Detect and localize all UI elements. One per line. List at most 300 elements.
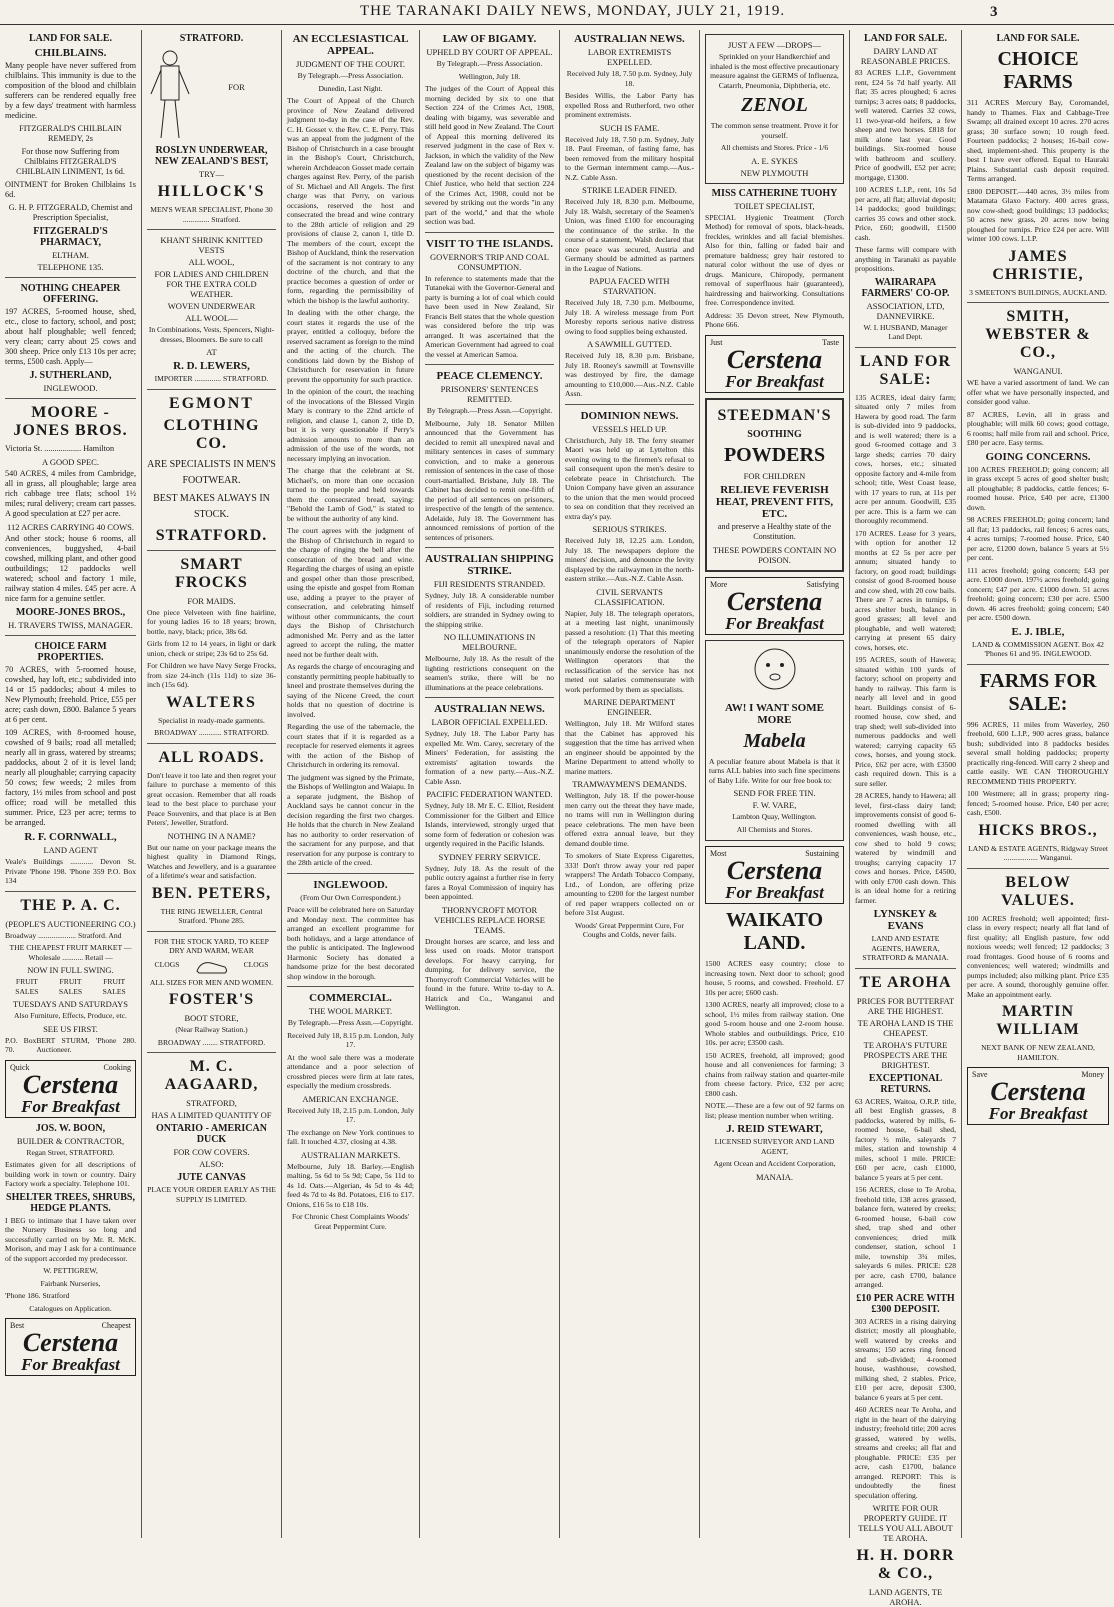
bigamy-dateline: Wellington, July 18. bbox=[458, 71, 521, 81]
vessels-body: Christchurch, July 18. The ferry steamer Maori was held up at Lyttelton this evening owing to the firemen's refusal to sail consequent upon the men's desire to celebrate peace in Christchurch. The Union Company have given an assurance to the union that the men would proceed to sea on condition that they received an extra day's pay. bbox=[565, 435, 694, 521]
fitzgerald-remedy: FITZGERALD'S CHILBLAIN REMEDY, 2s bbox=[19, 124, 122, 143]
cerstena-5-breakfast: For Breakfast bbox=[725, 883, 824, 902]
see-us-first: SEE US FIRST. bbox=[43, 1023, 98, 1034]
lots-list: 111 acres freehold; going concern; £43 per acre. £1000 down. 197½ acres freehold; going concern; £47 per acre. £1000 down. 51 acres freehold; going concern; £30 per acre. £500 down. 46 acres freehold; going concern; £40 per acre. £500 down. bbox=[967, 565, 1109, 622]
walters-name: WALTERS bbox=[166, 693, 257, 711]
judgment-sub: JUDGMENT OF THE COURT. bbox=[295, 59, 406, 69]
victoria-st-line: Victoria St. .................. Hamilton bbox=[5, 444, 115, 453]
mabela-body: A peculiar feature about Mabela is that it turns ALL babies into such fine specimens of Baby Life. Write for our free book to: bbox=[709, 756, 840, 785]
serious-strikes: SERIOUS STRIKES. bbox=[592, 524, 667, 534]
inglewood-heading: INGLEWOOD. bbox=[313, 878, 388, 891]
ad-150: 150 ACRES, freehold, all improved; good house and all conveniences for farming; 3 chains from railway station and quarter-mile from cheese factory. Price, £32 per acre; £800 cash. bbox=[705, 1050, 844, 1098]
american-exchange: AMERICAN EXCHANGE. bbox=[302, 1093, 399, 1104]
te-aroha-heading: TE AROHA bbox=[859, 973, 952, 991]
cerstena-6-right: Money bbox=[1081, 1070, 1104, 1079]
vessels-held: VESSELS HELD UP. bbox=[592, 423, 667, 434]
one-piece-line: One piece Velveteen with fine hairline, for young ladies 16 to 18 years; brown, bottle, navy, black; price, 38s 6d. bbox=[147, 607, 276, 636]
phone-186: 'Phone 186. Stratford bbox=[5, 1291, 70, 1300]
mabela-1: AW! I WANT SOME MORE bbox=[725, 701, 824, 726]
pharmacy-name: FITZGERALD'S PHARMACY, bbox=[33, 226, 108, 248]
aagaard-sub: STRATFORD, bbox=[186, 1098, 237, 1108]
cerstena-ad-5 bbox=[705, 846, 844, 904]
steedman-7: THESE POWDERS CONTAIN NO POISON. bbox=[712, 544, 837, 565]
hillocks-heading: HILLOCK'S bbox=[157, 183, 266, 200]
girls-line: Girls from 12 to 14 years, in light or dark union, check or stripe; 23s 6d to 25s 6d. bbox=[147, 639, 276, 658]
furniture-line: Also Furniture, Effects, Produce, etc. bbox=[14, 1011, 127, 1020]
cerstena-3-breakfast: For Breakfast bbox=[725, 371, 824, 391]
bigamy-sub: UPHELD BY COURT OF APPEAL. bbox=[426, 47, 553, 57]
khant-vests: KHANT SHRINK KNITTED VESTS bbox=[160, 235, 263, 255]
limited-quantity: HAS A LIMITED QUANTITY OF bbox=[151, 1110, 272, 1120]
cerstena-1-right: Cooking bbox=[103, 1062, 131, 1072]
fruit-sales-3: FRUIT SALES bbox=[102, 977, 126, 996]
sawmill-body: Received July 18, 8.30 p.m. Brisbane, July 18. Rooney's sawmill at Townsville was destroyed by fire, the damage amounting to £10,000.—Aus.-N.Z. Cable Assn. bbox=[565, 351, 694, 398]
ring-jeweller: THE RING JEWELLER, Central Stratford. 'Phone 285. bbox=[160, 906, 263, 925]
visit-heading: VISIT TO THE ISLANDS. bbox=[426, 237, 553, 250]
prices-butter: PRICES FOR BUTTERFAT ARE THE HIGHEST. bbox=[856, 995, 955, 1016]
fairbank-line: Fairbank Nurseries, bbox=[40, 1278, 101, 1288]
ad-70-acres: 70 ACRES, with 5-roomed house, cowshed, hay loft, etc.; subdivided into 14 or 15 paddocks; about 4 miles to New Plymouth; freehold. Price, £55 per acre; cash down, £800. Balance 5 years at 6 per cent. bbox=[5, 665, 136, 724]
jute-canvas: JUTE CANVAS bbox=[177, 1172, 246, 1183]
broadway-2: BROADWAY ............ STRATFORD. bbox=[154, 728, 269, 737]
labor-ext-body: Besides Willis, the Labor Party has expelled Ross and Rutherford, two other prominent extremists. bbox=[565, 91, 694, 119]
american-date: Received July 18, 2.15 p.m. London, July 17. bbox=[287, 1105, 414, 1124]
good-spec-line: A GOOD SPEC. bbox=[42, 457, 99, 467]
ladies-children: FOR LADIES AND CHILDREN FOR THE EXTRA COLD WEATHER. bbox=[154, 269, 269, 299]
steedman-4: FOR CHILDREN bbox=[743, 470, 806, 481]
prisoners-sub: PRISONERS' SENTENCES REMITTED. bbox=[440, 384, 539, 404]
pettigrew-name: W. PETTIGREW, bbox=[43, 1266, 98, 1275]
christie-sub: 3 SMEETON'S BUILDINGS, AUCKLAND. bbox=[969, 287, 1107, 297]
nothing-in-name: NOTHING IN A NAME? bbox=[167, 830, 256, 841]
stewart-name: J. REID STEWART, bbox=[726, 1123, 823, 1135]
stratford-big: STRATFORD. bbox=[155, 526, 268, 544]
land-for-sale-heading: LAND FOR SALE. bbox=[28, 33, 113, 44]
aus-shipping: AUSTRALIAN SHIPPING STRIKE. bbox=[425, 553, 554, 577]
stock-yard-line: FOR THE STOCK YARD, TO KEEP DRY AND WARM, WEAR bbox=[154, 936, 269, 955]
land-for-sale-big: LAND FOR SALE: bbox=[859, 352, 952, 388]
write-guide: WRITE FOR OUR PROPERTY GUIDE. IT TELLS YOU ALL ABOUT TE AROHA. bbox=[858, 1503, 953, 1543]
col6-land-heading: LAND FOR SALE. bbox=[863, 33, 948, 44]
masthead-title: THE TARANAKI DAILY NEWS, MONDAY, JULY 21, 1919. bbox=[360, 3, 786, 19]
fosters-name: FOSTER'S bbox=[168, 991, 255, 1008]
importer-line: IMPORTER .............. STRATFORD. bbox=[154, 374, 269, 383]
cornwall-name: R. F. CORNWALL, bbox=[24, 831, 117, 843]
wool-body: At the wool sale there was a moderate attendance and a poor selection of crossbred pieces were firm at late rates, especially the medium crossbreds. bbox=[287, 1052, 414, 1090]
steedman-2: SOOTHING bbox=[747, 428, 802, 440]
col7-land-heading: LAND FOR SALE. bbox=[996, 33, 1080, 44]
ible-name: E. J. IBLE, bbox=[1011, 625, 1065, 638]
no-illuminations: NO ILLUMINATIONS IN MELBOURNE. bbox=[443, 632, 536, 652]
eccl-body-8: The judgment was signed by the Primate, the Bishops of Wellington and Waiapu. In a separate judgment, the Bishop of Auckland says he cannot concur in the decision regarding the first two charges. He holds that the church in New Zealand has no authority to order reservation of the sacrament for any purpose, and that reservation for any purpose is contrary to the 28th article of the creed. bbox=[287, 772, 414, 867]
children-line: For Children we have Navy Serge Frocks, from size 24-inch (11s 11d) to size 36-inch (15s 6d). bbox=[147, 661, 276, 689]
clemency-byline: By Telegraph.—Press Assn.—Copyright. bbox=[426, 406, 553, 415]
clogs-label-2: CLOGS bbox=[243, 960, 269, 970]
zenol-body: Sprinkled on your Handkerchief and inhaled is the most effective precautionary measure against the GERMS of Influenza, Catarrh, Pneumonia, Diphtheria, etc. bbox=[709, 52, 840, 90]
civil-body: Napier, July 18. The telegraph operators, at a meeting last night, unanimously passed a resolution: (1) That this meeting of the telegraph operators of Napier unanimously endorse the resolution of the Wellington operators that the reclassification of the service has not meted out salaries commensurate with work performed by them as specialists. bbox=[565, 608, 694, 694]
at-line: AT bbox=[206, 347, 217, 357]
fruit-sales-row bbox=[5, 977, 136, 996]
ben-peters: BEN. PETERS, bbox=[151, 884, 272, 902]
cerstena-2-right: Cheapest bbox=[101, 1321, 131, 1330]
mabela-ad bbox=[705, 640, 844, 842]
cerstena-1-left: Quick bbox=[10, 1062, 30, 1072]
boon-sub: BUILDER & CONTRACTOR, bbox=[16, 1135, 125, 1146]
fitzgerald-liniment: For those now Suffering from Chilblains FITZGERALD'S CHILBLAIN LINIMENT, 1s 6d. bbox=[16, 147, 125, 176]
zenol-price: All chemists and Stores. Price - 1/6 bbox=[720, 143, 829, 152]
smart-frocks: SMART FROCKS bbox=[175, 555, 248, 591]
hicks-bros: HICKS BROS., bbox=[978, 821, 1098, 839]
column-6 bbox=[850, 30, 962, 1607]
column-3 bbox=[282, 30, 420, 1538]
po-box-70: P.O. Box 70. bbox=[5, 1035, 37, 1054]
woven-sub: ALL WOOL— bbox=[185, 313, 238, 323]
regan-street: Regan Street, STRATFORD. bbox=[26, 1147, 115, 1157]
ad-311: 311 ACRES Mercury Bay, Coromandel, handy to Thames. Flax and Cabbage-Tree Swamp; all drained except 10 acres. 270 acres grass; 30 surface sown; 10 rough feed. Fourteen paddocks; 2 houses; 16-bail cow-shed, implement-shed. This property is the best I have ever offered. Equal to Hauraki Plains. Substantial cash deposit required. Terms arranged. bbox=[967, 98, 1109, 183]
ad-540-acres: 540 ACRES, 4 miles from Cambridge, all in grass, all ploughable; large area rich cabbage tree flats; school 1½ miles; rural delivery; cream cart passes. A good speculation at £27 per acre. bbox=[5, 469, 136, 518]
ad-800-deposit: £800 DEPOSIT.—440 acres, 3½ miles from Matamata Glaxo Factory. 400 acres grass, now cow-shed; good buildings; 13 paddocks; 50 acres new grass, 20 acres now being ploughed for turnips. Price £24 per acre. Will winter 100 cows. L.I.P. bbox=[967, 186, 1109, 243]
mabela-chem: All Chemists and Stores. bbox=[736, 824, 813, 834]
cerstena-2-breakfast: For Breakfast bbox=[21, 1355, 120, 1374]
combinations-line: In Combinations, Vests, Spencers, Night-dresses, Bloomers. Be sure to call bbox=[148, 325, 275, 344]
baby-face-illustration bbox=[745, 644, 805, 694]
eccl-body-7: Regarding the use of the tabernacle, the court states that if it is regarded as a receptacle for reserved elements it agrees with the action of the Bishop of Christchurch in ordering its removal. bbox=[287, 722, 414, 769]
sturm-row bbox=[5, 1036, 136, 1055]
column-5 bbox=[560, 30, 700, 1538]
fruit-sales-1: FRUIT SALES bbox=[15, 977, 39, 996]
manaia-line: MANAIA. bbox=[755, 1171, 794, 1182]
compare-line: These farms will compare with anything in Taranaki as payable propositions. bbox=[855, 245, 956, 273]
boon-name: JOS. W. BOON, bbox=[35, 1122, 106, 1134]
all-sizes-line: ALL SIZES FOR MEN AND WOMEN. bbox=[149, 977, 274, 987]
commercial-heading: COMMERCIAL. bbox=[309, 992, 392, 1004]
pac-heading: THE P. A. C. bbox=[20, 896, 121, 914]
ad-195: 195 ACRES, south of Hawera; situated within 100 yards of factory; school on property and handy to railway. This farm is nearly all level and in good heart. Buildings consist of 6-roomed house, cow shed, and trap shed; well sub-divided into numerous paddocks and well watered; carrying capacity 65 cows, horses, and young stock. Price, £62 per acre, with £3500 cash required down. This is a sure seller. bbox=[855, 655, 956, 788]
strike-leader: STRIKE LEADER FINED. bbox=[582, 185, 677, 195]
page-number: 3 bbox=[990, 4, 999, 20]
ad-100-westmere: 100 Westmere; all in grass; property ring-fenced; 5-roomed house. Price, £40 per acre; cash, £500. bbox=[967, 789, 1109, 817]
wanganui-line: WANGANUI. bbox=[1013, 366, 1063, 376]
all-roads-heading: ALL ROADS. bbox=[158, 748, 265, 766]
te-aroha-prospects: TE AROHA'S FUTURE PROSPECTS ARE THE BRIGHTEST. bbox=[863, 1039, 948, 1070]
peters-body: Don't leave it too late and then regret your failure to purchase a memento of this great occasion. Remember that all roads lead to the best place to purchase your Peace Souvenirs, and that place is at Ben Peters', Jeweller, Stratford. bbox=[147, 770, 276, 827]
ten-per-acre: £10 PER ACRE WITH £300 DEPOSIT. bbox=[856, 1292, 955, 1315]
cerstena-4-breakfast: For Breakfast bbox=[725, 613, 824, 633]
exceptional-returns: EXCEPTIONAL RETURNS. bbox=[868, 1072, 943, 1095]
ad-170: 170 ACRES. Lease for 3 years, with option for another 12 months at £2 5s per acre per annum; situated handy to factory, on good road; buildings consist of good 8-roomed house and cow shed, with 20 cow bails. There are 7 acres in turnips, 6 acres shelter bush, balance in good grasses; all level and ploughable, and well watered; carrying at present 65 dairy cows, horses, etc. bbox=[855, 528, 956, 652]
tuohy-title: MISS CATHERINE TUOHY bbox=[711, 187, 838, 199]
tuohy-address: Address: 35 Devon street, New Plymouth, Phone 666. bbox=[705, 310, 844, 329]
steedman-6: and preserve a Healthy state of the Constitution. bbox=[717, 521, 832, 541]
eccl-byline: By Telegraph.—Press Association. bbox=[297, 71, 404, 80]
nothing-cheaper-heading: NOTHING CHEAPER OFFERING. bbox=[20, 283, 121, 305]
woven-underwear: WOVEN UNDERWEAR bbox=[167, 301, 256, 311]
mabela-2: Mabela bbox=[743, 729, 806, 752]
cerstena-3-left: Just bbox=[710, 337, 723, 347]
fiji-body: Sydney, July 18. A considerable number of residents of Fiji, including returned soldiers, are stranded in Sydney owing to the shipping strike. bbox=[425, 591, 554, 629]
marine-body: Wellington, July 18. Mr Wilford states that the Cabinet has approved his suggestion that the time has arrived when an engineer should be appointed by the Marine Department to attend wholly to marine matters. bbox=[565, 719, 694, 776]
ad-100-lip: 100 ACRES L.I.P., rent, 10s 5d per acre, all flat; alluvial deposit; 14 paddocks; good buildings; carries 35 cows and other stock. Price, £60; goodwill, £1500 cash. bbox=[855, 185, 956, 242]
cerstena-1-name: Cerstena bbox=[22, 1069, 119, 1099]
martin-william: MARTIN WILLIAM bbox=[996, 1003, 1080, 1038]
labor-body: Sydney, July 18. The Labor Party has expelled Mr. Wm. Carey, secretary of the Miners' Federation, for assisting the extremists' agitation towards the formation of a new party.—Aus.-N.Z. Cable Assn. bbox=[425, 729, 554, 786]
cerstena-ad-4 bbox=[705, 577, 844, 635]
farms-for-sale: FARMS FOR SALE: bbox=[979, 669, 1097, 715]
wool-market: THE WOOL MARKET. bbox=[308, 1006, 393, 1016]
shelter-trees: SHELTER TREES, SHRUBS, HEDGE PLANTS. bbox=[6, 1191, 135, 1214]
sydney-ferry: SYDNEY FERRY SERVICE. bbox=[438, 851, 541, 862]
lynskey-name: LYNSKEY & EVANS bbox=[873, 908, 938, 932]
column-1 bbox=[0, 30, 142, 1538]
ad-112-heading: 112 ACRES CARRYING 40 COWS. bbox=[7, 522, 134, 532]
manager-line: H. TRAVERS TWISS, MANAGER. bbox=[8, 620, 133, 630]
ad-83: 83 ACRES L.I.P., Government rent, £24 5s 7d half yearly. All flat; 35 acres ploughed; 6 acres turnips; 3 acres oats; 8 paddocks, well watered. Carries 32 cows, 11 two-year-old heifers, a few sheep and two horses. £818 for milk alone last year. Good buildings. Six-roomed house with bathroom and scullery. Price of goodwill, £52 per acre; mortgage, £1300. bbox=[855, 68, 956, 182]
stewart-sub: LICENSED SURVEYOR AND LAND AGENT, bbox=[714, 1137, 835, 1156]
thornycroft-heading: THORNYCROFT MOTOR VEHICLES REPLACE HORSE TEAMS. bbox=[434, 904, 545, 935]
tuohy-body: SPECIAL Hygienic Treatment (Torch Method) for removal of spots, black-heads, freckles, wrinkles and all facial blemishes. Also for thin, falling or faded hair and premature baldness; grey hair restored to natural color without the use of dyes or drugs. Manicure, Chiropody, permanent removal of superfluous hair (guaranteed), hairdressing and hairworking. Consultations free. Correspondence invited. bbox=[705, 212, 844, 307]
ad-197-acres: 197 ACRES, 5-roomed house, shed, etc., close to factory, school, and post; about half ploughable; well fenced; very clean; carry about 25 cows and 300 sheep. Price only £13 10s per acre; terms, £500 cash. Apply— bbox=[5, 307, 136, 366]
egmont-line-1: EGMONT bbox=[169, 394, 254, 412]
ecclesiastical-heading: AN ECCLESIASTICAL APPEAL. bbox=[292, 33, 409, 57]
ad-135: 135 ACRES, ideal dairy farm; situated only 7 miles from Hawera by good road. The farm is sub-divided into 9 paddocks, and is well watered; there is a good 6-roomed cottage and 3 large sheds; carries 70 dairy cows, horses, etc.; situated opposite factory and 4-mile from school; title, West Coast lease, with 17 years to run, at 11s per acre per annum. Goodwill, £35 per acre. This is a farm we can thoroughly recommend. bbox=[855, 392, 956, 525]
smokers-note: To smokers of State Express Cigarettes, 333! Don't throw away your red paper wrappers! The Ardath Tobacco Company, Ltd., of London, are offering prize amounting to £200 for the largest number of red paper wrappers collected on or before 31st August. bbox=[565, 851, 694, 917]
chilblains-body: Many people have never suffered from chilblains. This immunity is due to the composition of the blood and chilblain sufferers can be rendered equally free by a few days' treatment with harmless medicine. bbox=[5, 61, 136, 120]
going-concerns: GOING CONCERNS. bbox=[985, 450, 1091, 463]
eltham-line: ELTHAM. bbox=[52, 250, 89, 260]
cornwall-sub: LAND AGENT bbox=[43, 845, 98, 855]
ontario-duck: ONTARIO - AMERICAN DUCK bbox=[156, 1123, 267, 1145]
hicks-sub: LAND & ESTATE AGENTS, Ridgway Street .................. Wanganui. bbox=[968, 843, 1108, 862]
ad-112-body: And other stock; house 6 rooms, all conveniences, buggyshed, 4-bail cowshed, milking plant, and other good outbuildings; 12 paddocks well watered; school and factory 1 mile, railway station 4 miles. £45 per acre. A nice farm for a genuine settler. bbox=[5, 534, 136, 603]
column-7 bbox=[962, 30, 1114, 1538]
cerstena-2-name: Cerstena bbox=[22, 1328, 119, 1357]
peace-clemency: PEACE CLEMENCY. bbox=[436, 370, 543, 382]
chilblains-heading: CHILBLAINS. bbox=[34, 47, 107, 59]
serious-body: Received July 18, 12.25 a.m. London, July 18. The newspapers deplore the miners' decision, and denounce the levity displayed by the railwaymen in the north-eastern strike.—Aus.-N.Z. Cable Assn. bbox=[565, 536, 694, 583]
hillocks-sub: MEN'S WEAR SPECIALIST, Phone 30 .............. Stratford. bbox=[150, 205, 273, 224]
for-maids: FOR MAIDS. bbox=[187, 595, 236, 606]
fruit-sales-2: FRUIT SALES bbox=[58, 977, 83, 996]
aus-news-heading-2: AUSTRALIAN NEWS. bbox=[574, 33, 685, 45]
roslyn-line: ROSLYN UNDERWEAR, NEW ZEALAND'S BEST, bbox=[154, 145, 269, 167]
eccl-body-6: As regards the charge of encouraging and constantly permitting people habitually to kneel and prostrate themselves during the saying of the Nicene Creed, the court holds that no question of doctrine is involved. bbox=[287, 662, 414, 719]
clog-icon bbox=[195, 959, 229, 975]
ointment-line: OINTMENT for Broken Chilblains 1s 6d. bbox=[5, 180, 136, 199]
dorr-sub: LAND AGENTS, TE AROHA. bbox=[868, 1587, 943, 1607]
below-values: BELOW VALUES. bbox=[1001, 873, 1075, 909]
eccl-dateline: Dunedin, Last Night. bbox=[318, 83, 383, 93]
zenol-mid: The common sense treatment. Prove it for yourself. bbox=[710, 121, 839, 140]
zenol-top: JUST A FEW —DROPS— bbox=[728, 40, 821, 50]
broadway-line: Broadway .................... Stratford. And bbox=[5, 930, 122, 940]
ad-87: 87 ACRES, Levin, all in grass and ploughable; will milk 60 cows; good cottage, 6 rooms; half mile from rail and school. Price, £80 per acre. Easy terms. bbox=[967, 409, 1109, 447]
ad-303: 303 ACRES in a rising dairying district; mostly all ploughable, well watered by creeks and streams; 150 acres ring fenced and sub-divided; 4-roomed house, washhouse, cowshed, milking shed, 2 stables. Price, £10 per acre, deposit £300, balance 6 years at 5 per cent. bbox=[855, 1316, 956, 1402]
cerstena-4-right: Satisfying bbox=[806, 579, 839, 589]
stratford-heading: STRATFORD. bbox=[179, 33, 244, 44]
cerstena-ad-6 bbox=[967, 1067, 1109, 1125]
te-aroha-land: TE AROHA LAND IS THE CHEAPEST. bbox=[857, 1017, 954, 1038]
civil-servants: CIVIL SERVANTS CLASSIFICATION. bbox=[594, 586, 665, 607]
papua-heading: PAPUA FACED WITH STARVATION. bbox=[589, 276, 670, 296]
specialists-line: ARE SPECIALISTS IN MEN'S FOOTWEAR. bbox=[147, 458, 276, 486]
also-line: ALSO: bbox=[199, 1159, 224, 1169]
dorr-name: H. H. DORR & CO., bbox=[856, 1547, 955, 1582]
ad-109-acres: 109 ACRES, with 8-roomed house, cowshed of 9 bails; road all metalled; nearly all in grass, watered by streams; paddocks, about 2 of it is level land; nearly all ploughable; carrying capacity 50 cows; few weeds; 2 miles from factory, 1½ miles from school and post office; road will be metalled this summer. Price, £23 per acre; terms to be arranged. bbox=[5, 728, 136, 827]
strike-body: Received July 18, 8.30 p.m. Melbourne, July 18. Walsh, secretary of the Seamen's Union, was fined £100 for encouraging the continuance of the strike. In the course of a statement, Walsh declared that once peace was secured, Austria and Germany should be admitted as partners in the League of Nations. bbox=[565, 197, 694, 273]
eccl-body-4: The charge that the celebrant at St. Michael's, on more than one occasion turned to the people and held towards them the consecrated bread, saying: "Behold the Lamb of God," is stated to be without the authority of any kind. bbox=[287, 466, 414, 523]
tuesdays-saturdays: TUESDAYS AND SATURDAYS bbox=[12, 999, 129, 1009]
cerstena-6-left: Save bbox=[972, 1070, 988, 1079]
place-order: PLACE YOUR ORDER EARLY AS THE SUPPLY IS LIMITED. bbox=[147, 1185, 276, 1204]
moore-jones-ltd: MOORE-JONES BROS., bbox=[15, 607, 126, 618]
ad-100-freehold: 100 ACRES FREEHOLD; going concern; all in grass except 5 acres of good shelter bush; all ploughable; 8 paddocks, cattle fences; 6-roomed house. Price, £40 per acre, £1300 down. bbox=[967, 464, 1109, 512]
stewart-sub-2: Agent Ocean and Accident Corporation, bbox=[713, 1159, 836, 1168]
wairarapa-sub: ASSOCIATION, LTD, DANNEVIRKE. bbox=[866, 300, 945, 321]
waikato-heading: WAIKATO LAND. bbox=[725, 909, 824, 954]
wool-date: Received July 18, 8.15 p.m. London, July 17. bbox=[287, 1030, 414, 1049]
christie-name: JAMES CHRISTIE, bbox=[992, 247, 1084, 283]
egmont-line-2: CLOTHING CO. bbox=[163, 416, 260, 452]
such-fame: SUCH IS FAME. bbox=[599, 122, 660, 133]
sykes-name: A. E. SYKES bbox=[751, 155, 798, 166]
ad-1500: 1500 ACRES easy country; close to increasing town. Next door to school; good house, 5 rooms, and cowshed. Freehold. £7 10s per acre; £600 cash. bbox=[705, 959, 844, 997]
man-in-underwear-illustration bbox=[147, 46, 193, 142]
tramway-body: Wellington, July 18. If the power-house men carry out the threat they have made, no trams will run in Wellington during peace celebrations. The men have been offered extra annual leave, but they demand double time. bbox=[565, 791, 694, 848]
all-wool: ALL WOOL, bbox=[188, 257, 235, 267]
cerstena-1-breakfast: For Breakfast bbox=[21, 1096, 120, 1116]
woods-cure: Woods' Great Peppermint Cure, For Coughs and Colds, never fails. bbox=[575, 920, 684, 939]
estimates-line: Estimates given for all descriptions of building work in town or country. Dairy Factory work a specialty. Telephone 101. bbox=[5, 1160, 136, 1188]
cerstena-6-name: Cerstena bbox=[990, 1077, 1086, 1106]
clogs-row bbox=[147, 959, 276, 975]
bert-sturm: BERT STURM, 'Phone 280. Auctioneer. bbox=[36, 1035, 136, 1054]
cerstena-3-right: Taste bbox=[822, 337, 839, 347]
broadway-3: BROADWAY ........ STRATFORD. bbox=[157, 1037, 266, 1047]
zenol-brand: ZENOL bbox=[741, 94, 808, 116]
ad-63: 63 ACRES, Waitoa, O.R.P. title, all best English grasses, 8 paddocks, watered by mills, 6-roomed house, 6-bail shed, factory ½ mile, saleyards 7 miles, station and township 4 miles, school 1 mile. PRICE: £60 per acre, cash £1000, balance 5 years at 5 per cent. bbox=[855, 1096, 956, 1182]
mabela-addr: Lambton Quay, Wellington. bbox=[732, 812, 817, 821]
sawmill-heading: A SAWMILL GUTTED. bbox=[587, 339, 672, 349]
chronic-chest: For Chronic Chest Complaints Woods' Great Peppermint Cure. bbox=[291, 1212, 410, 1231]
labor-ext-date: Received July 18, 7.50 p.m. Sydney, July 18. bbox=[566, 69, 693, 88]
waikato-note: NOTE.—These are a few out of 92 farms on list; please mention number when writing. bbox=[705, 1101, 844, 1120]
aagaard-name: M. C. AAGAARD, bbox=[164, 1058, 259, 1093]
papua-body: Received July 18, 7.30 p.m. Melbourne, July 18. A wireless message from Port Moresby reports serious native distress owing to food supplies being exhausted. bbox=[565, 298, 694, 336]
ible-sub: LAND & COMMISSION AGENT. Box 42 'Phones 61 and 95. INGLEWOOD. bbox=[972, 639, 1104, 658]
aus-news-heading: AUSTRALIAN NEWS. bbox=[434, 703, 545, 715]
eccl-body-2: In dealing with the other charge, the court states it regards the use of the prayer, entitled a colloquy, before the reserved sacrament as foreign to the mind and the acting of the church. The conditions laid down by the Bishop of Christchurch for reservation in future prevent the opportunity for such practice. bbox=[287, 308, 414, 384]
australian-markets: AUSTRALIAN MARKETS. bbox=[300, 1149, 401, 1160]
australian-markets-body: Melbourne, July 18. Barley.—English malting, 5s 6d to 5s 9d; Cape, 5s 11d to 4s 1d. Oats.—Algerian, 4s 5d to 4s 4d; feed 4s 7d to 4s 8d. Potatoes, £16 to £17. Onions, £16 5s to £18 10s. bbox=[287, 1161, 414, 1209]
choice-farms: CHOICE FARMS bbox=[997, 48, 1079, 93]
cerstena-5-left: Most bbox=[710, 849, 727, 858]
zenol-ad bbox=[705, 34, 844, 184]
for-line: FOR bbox=[228, 82, 245, 92]
husband-line: W. I. HUSBAND, Manager Land Dept. bbox=[863, 322, 948, 341]
cow-covers: FOR COW COVERS. bbox=[173, 1147, 250, 1157]
choice-farm-heading: CHOICE FARM PROPERTIES. bbox=[34, 641, 107, 663]
wool-byline: By Telegraph.—Press Assn.—Copyright. bbox=[287, 1018, 414, 1027]
dominion-news: DOMINION NEWS. bbox=[580, 409, 679, 422]
eccl-body-1: The Court of Appeal of the Church province of New Zealand delivered judgment to-day in the case of the Rev. C. H. Gosset v. the Rev. C. E. Perry. This was an appeal from the judgment of the Bishop of Christchurch in a case brought in the Bishop's Court, Christchurch, wherein Archdeacon Gosset made certain charges against Rev. Perry, of the parish of St. Michael and All Angels. The first charge was that Perry, on various occasions, reserved the host and consecrated the bread and wine contrary to the 28th article of religion and 29 provisions of clause 2, canon 1, title D. The members of the court, except the Bishop of Auckland, think the reservation of the sacrament is not contrary to any doctrine of the church, and that the practice becomes a question of order or form, regarding the permissibility of which the bishop is the lawful authority. bbox=[287, 96, 414, 305]
ad-28: 28 ACRES, handy to Hawera; all level, first-class dairy land; improvements consist of good 6-roomed dwelling with all conveniences, wash house, etc., cow shed to hold 9 cows; watered by windmill and troughs; carrying capacity 17 cows and horses. Price, £4500, with only £700 cash down. This is an ideal home for a retiring farmer. bbox=[855, 791, 956, 905]
cerstena-ad-2 bbox=[5, 1318, 136, 1376]
ad-1300: 1300 ACRES, nearly all improved; close to a school, 1½ miles from railway station. One good 5-room house and one 2-room house. Whole stables and outbuildings. Price, £10 10s. per acre; £3500 cash. bbox=[705, 1000, 844, 1047]
catalogues-line: Catalogues on Application. bbox=[29, 1303, 112, 1313]
lewers-name: R. D. LEWERS, bbox=[173, 360, 250, 372]
lynskey-sub: LAND AND ESTATE AGENTS, HAWERA, STRATFORD & MANAIA. bbox=[862, 934, 949, 962]
own-correspondent: (From Our Own Correspondent.) bbox=[300, 892, 401, 902]
walters-sub: Specialist in ready-made garments. bbox=[158, 715, 265, 725]
visit-body: In reference to statements made that the Tutanekai with the Governor-General and party is burning a lot of coal which could have been used in New Zealand, Sir Francis Bell states that the whole question was considered before the trip was arranged. It was ascertained that the American Government had agreed to coal the vessel at American Samoa. bbox=[425, 273, 554, 359]
cornwall-address: Veale's Buildings ............ Devon St. Private 'Phone 198. 'Phone 359 P.O. Box 134 bbox=[5, 857, 136, 885]
smith-webster: SMITH, WEBSTER & CO., bbox=[985, 308, 1091, 361]
column-2 bbox=[142, 30, 282, 1538]
best-makes-line: BEST MAKES ALWAYS IN STOCK. bbox=[153, 492, 270, 520]
cerstena-ad-1 bbox=[5, 1060, 136, 1118]
steedman-3: POWDERS bbox=[723, 443, 826, 466]
telephone-line: TELEPHONE 135. bbox=[37, 262, 104, 272]
fiji-sub: FIJI RESIDENTS STRANDED. bbox=[433, 579, 546, 589]
clemency-body: Melbourne, July 18. Senator Millen announced that the Government has decided to remit all unexpired naval and military sentences in cases of summary conviction, and to make a generous remission of sentences in the case of those court-martialled. Brisbane, July 18. The Cabinet has decided to remit one-fifth of the period of all sentences on prisoners, irrespective of the length of the sentence. Adelaide, July 18. The Government has announced remissions of portion of the sentences of prisoners. bbox=[425, 418, 554, 542]
tuohy-sub: TOILET SPECIALIST, bbox=[734, 200, 815, 211]
fame-body: Received July 18, 7.50 p.m. Sydney, July 18. Paul Freeman, of fasting fame, has been removed from the military hospital to the German internment camp.—Aus.-N.Z. Cable Assn. bbox=[565, 134, 694, 182]
try-line: TRY— bbox=[198, 169, 225, 179]
mabela-send: SEND FOR FREE TIN. bbox=[733, 788, 816, 798]
governor-trip: GOVERNOR'S TRIP AND COAL CONSUMPTION. bbox=[430, 251, 549, 272]
eccl-body-3: In the opinion of the court, the teaching of the invocations of the Blessed Virgin Mary is contrary to the 22nd article of religion, and clause 1, canon 2, title D, but it is very questionable if Perry's admission amounts to more than an admission of the use of the words, not necessary implying an invocation. bbox=[287, 387, 414, 463]
wairarapa: WAIRARAPA FARMERS' CO-OP. bbox=[861, 276, 950, 299]
pacific-federation: PACIFIC FEDERATION WANTED. bbox=[426, 789, 553, 799]
cerstena-5-right: Sustaining bbox=[805, 849, 839, 858]
thornycroft-body: Drought horses are scarce, and less and less used on roads. Motor transport develops. For heavy carrying, for dumping, for delivery service, the Thornycroft Commercial Vehicles will be found in the future. Write to-day to A. Hatrick and Co., Wanganui and Wellington. bbox=[425, 936, 554, 1012]
ad-156: 156 ACRES, close to Te Aroha, freehold title, 138 acres grassed, balance fern, watered by creeks; 6-roomed house, 6-bail cow shed, trap shed and other conveniences; dried milk condenser, station, school 1 mile, township 3¼ miles, saleyards 6 miles. PRICE: £28 per acre, cash £700, balance arranged. bbox=[855, 1185, 956, 1289]
chemist-line: G. H. P. FITZGERALD, Chemist and Prescription Specialist, bbox=[8, 203, 133, 222]
bigamy-byline: By Telegraph.—Press Association. bbox=[436, 59, 543, 68]
pac-sub: (PEOPLE'S AUCTIONEERING CO.) bbox=[5, 918, 136, 929]
labor-extremists: LABOR EXTREMISTS EXPELLED. bbox=[587, 47, 672, 67]
bigamy-body: The judges of the Court of Appeal this morning decided by six to one that Section 224 of the Crimes Act, 1908, dealing with bigamy, was severable and still held good in New Zealand. The Court of Appeal this morning delivered its reserved judgment in the case of Rex v. Jackson, in which the validity of the New Zealand law on the subject of bigamy was questioned by the recent decision of the Chief Justice, who held that section 224 of the Crimes Act, 1908, could not be severed by striking out the words "in any part of the world," and that the whole section was bad. bbox=[425, 84, 554, 226]
cheapest-market: THE CHEAPEST FRUIT MARKET — Wholesale ........... Retail — bbox=[9, 943, 132, 962]
tramway-heading: TRAMWAYMEN'S DEMANDS. bbox=[572, 779, 687, 789]
pacific-body: Sydney, July 18. Mr E. C. Elliot, Resident Commissioner for the Gilbert and Ellice Islands, interviewed, strongly urged that some form of federation or cohesion was urgently required in the Pacific Islands. bbox=[425, 801, 554, 848]
clogs-label-1: CLOGS bbox=[154, 960, 180, 970]
cerstena-3-name: Cerstena bbox=[726, 344, 823, 374]
masthead bbox=[0, 0, 1114, 25]
marine-heading: MARINE DEPARTMENT ENGINEER. bbox=[583, 697, 676, 717]
below-body: 100 ACRES freehold; well appointed; first-class in every respect; nearly all flat land of first quality; all English pasture, few odd noxious weeds; well fenced; 12 paddocks; 3 road frontages. Good house of 6 rooms and conveniences; well watered; windmills and pumps included; also milking plant. Price £35 per acre. A sound, thoroughly genuine offer. Make an appointment early. bbox=[967, 913, 1109, 999]
cerstena-4-left: More bbox=[710, 579, 728, 589]
dairy-land: DAIRY LAND AT REASONABLE PRICES. bbox=[860, 46, 951, 66]
inglewood-body: Peace will be celebrated here on Saturday and Monday next. The committee has arranged an excellent programme for both holidays, and a large attendance of the public is anticipated. The Inglewood Harmonic Society has donated a handsome prize for the best decorated shop window in the borough. bbox=[287, 905, 414, 981]
ad-460: 460 ACRES near Te Aroha, and right in the heart of the dairying industry; freehold title; 200 acres grassed, watered by wells, streams and creeks; all flat and ploughable. PRICE: £35 per acre, cash £1700, balance arranged. REPORT: This is undoubtedly the finest speculation offering. bbox=[855, 1405, 956, 1500]
now-full-swing: NOW IN FULL SWING. bbox=[27, 965, 114, 975]
column-ads bbox=[700, 30, 850, 1538]
labor-official: LABOR OFFICIAL EXPELLED. bbox=[431, 717, 548, 727]
martin-sub: NEXT BANK OF NEW ZEALAND, HAMILTON. bbox=[981, 1043, 1095, 1062]
ad-996: 996 ACRES, 11 miles from Waverley, 260 freehold, 600 L.I.P., 900 acres grass, balance bush; subdivided into 8 paddocks besides several small holding paddocks; property practically ring-fenced. Will carry 2 sheep and cattle easily. WE CAN THOROUGHLY RECOMMEND THIS PROPERTY. bbox=[967, 719, 1109, 786]
mabela-ware: F. W. VARE, bbox=[752, 800, 797, 810]
sykes-city: NEW PLYMOUTH bbox=[740, 167, 809, 178]
inglewood-line: INGLEWOOD. bbox=[43, 383, 98, 393]
peters-body-2: But our name on your package means the highest quality in Diamond Rings, Watches and Jewellery, and is a guarantee of a lifetime's wear and satisfaction. bbox=[147, 842, 276, 880]
cerstena-2-left: Best bbox=[10, 1321, 25, 1330]
ad-98: 98 ACRES FREEHOLD; going concern; land all flat; 13 paddocks, rail fences; 6 acres oats, 4 acres turnips; 7-roomed house. Price, £40 per acre, £1200 down, balance 5 years at 5½ per cent. bbox=[967, 515, 1109, 562]
column-4 bbox=[420, 30, 560, 1538]
cerstena-ad-3 bbox=[705, 335, 844, 393]
eccl-body-5: The court agrees with the judgment of the Bishop of Christchurch in regard to the charge of ringing the bell after the consecration of the bread and wine. Regarding the charges of using an epistle and gospel other than those prescribed, using the epistle and gospel from Roman use, adding a prayer to the prayer of consecration, and celebrating himself without other communicants, the court days the Bishop of Christchurch admonished Mr. Perry and as the latter agreed to accept the ruling, the matter need not be further dealt with. bbox=[287, 526, 414, 659]
sutherland-name: J. SUTHERLAND, bbox=[29, 370, 112, 381]
